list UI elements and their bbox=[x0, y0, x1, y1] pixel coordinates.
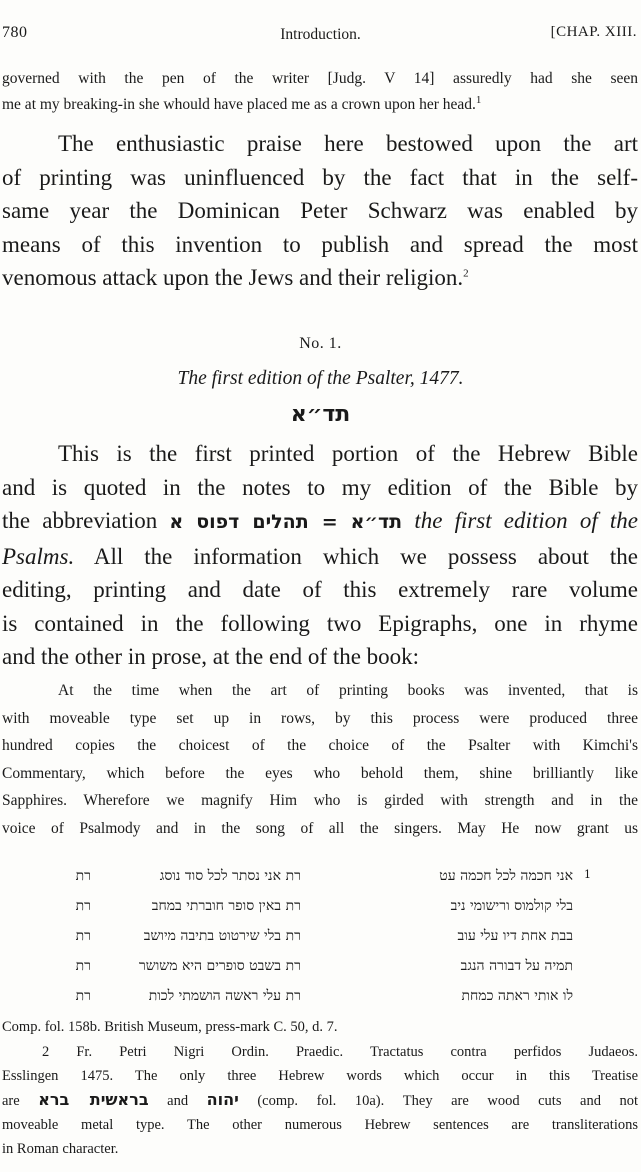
hebrew-word: בראשית ברא bbox=[38, 1090, 149, 1109]
poem-rhyme: רת bbox=[75, 898, 91, 914]
text-line: with moveable type set up in rows, by this process were produced three bbox=[2, 709, 638, 727]
poem-verse: בלי שירטוט בתיבה מיושב bbox=[143, 928, 281, 944]
hebrew-abbreviation: תד״א = תהלים דפוס א bbox=[169, 511, 403, 533]
poem-row bbox=[0, 928, 641, 958]
poem-verse: אני חכמה לכל חכמה עט bbox=[439, 868, 573, 884]
text-line: venomous attack upon the Jews and their religion.$^2$ bbox=[2, 265, 469, 290]
poem-rhyme: רת bbox=[75, 928, 91, 944]
text-line: hundred copies the choicest of the choice of the Psalter with Kimchi's bbox=[2, 737, 638, 754]
text-line: The enthusiastic praise here bestowed upon the art bbox=[58, 131, 638, 156]
poem-rhyme: רת bbox=[75, 988, 91, 1004]
poem-verse: באין סופר חוברתי במחב bbox=[151, 898, 281, 914]
poem-verse: אני נסתר לכל סוד נוסג bbox=[159, 868, 281, 884]
text-line: 2 Fr. Petri Nigri Ordin. Praedic. Tractatus contra perfidos Judaeos. bbox=[42, 1044, 638, 1060]
footnote-2 bbox=[2, 1040, 638, 1161]
text-line: editing, printing and date of this extremely rare volume bbox=[2, 577, 638, 602]
text-line: This is the first printed portion of the Hebrew Bible bbox=[58, 441, 638, 466]
body-paragraph bbox=[2, 127, 638, 295]
poem-rhyme: רת bbox=[285, 898, 301, 914]
footnote-ref: 2 bbox=[463, 267, 469, 280]
poem-rhyme: רת bbox=[285, 958, 301, 974]
footnote-1 bbox=[2, 1015, 638, 1039]
text-line: and the other in prose, at the end of the book: bbox=[2, 644, 420, 669]
poem-verse: בשבט סופרים היא משושר bbox=[138, 958, 281, 974]
poem-rhyme: רת bbox=[285, 928, 301, 944]
poem-row bbox=[0, 988, 641, 1018]
text-line: is contained in the following two Epigraphs, one in rhyme bbox=[2, 610, 638, 636]
epigraph-translation bbox=[2, 677, 638, 842]
poem-row bbox=[0, 868, 641, 898]
footnote-ref: 1 bbox=[475, 93, 482, 106]
text-line: and is quoted in the notes to my edition of the Bible by bbox=[2, 474, 638, 500]
text-line: same year the Dominican Peter Schwarz was enabled by bbox=[2, 198, 638, 223]
text-line: are בראשית ברא and יהוה (comp. fol. 10a). They are wood cuts and not bbox=[2, 1090, 639, 1109]
poem-verse: בבת אחת דיו עלי עוב bbox=[457, 928, 573, 944]
text-line: Comp. fol. 158b. British Museum, press-mark C. 50, d. 7. bbox=[2, 1019, 338, 1035]
poem-verse: לו אותי ראתה כמחת bbox=[461, 988, 573, 1004]
text-line: in Roman character. bbox=[2, 1141, 119, 1157]
text-line: of printing was uninfluenced by the fact that in the self- bbox=[2, 164, 638, 190]
poem-row bbox=[0, 898, 641, 928]
text-line: At the time when the art of printing books was invented, that is bbox=[58, 682, 638, 699]
poem-verse: בלי קולמוס ורישומי ניב bbox=[450, 898, 573, 914]
text-line: Esslingen 1475. The only three Hebrew words which occur in this Treatise bbox=[2, 1068, 638, 1084]
running-title: Introduction. bbox=[280, 26, 361, 43]
text-line: Commentary, which before the eyes who behold them, shine brilliantly like bbox=[2, 764, 638, 782]
poem-rhyme: רת bbox=[285, 868, 301, 884]
text-line: means of this invention to publish and spread the most bbox=[2, 231, 638, 257]
footnote-ref: 1 bbox=[584, 868, 591, 881]
section-title: The first edition of the Psalter, 1477. bbox=[177, 368, 464, 389]
poem-verse: עלי ראשה הושמתי לכות bbox=[148, 988, 281, 1004]
body-paragraph bbox=[2, 437, 638, 674]
section-number: No. 1. bbox=[299, 335, 342, 352]
text-line: the abbreviation תד״א = תהלים דפוס א the first edition of the bbox=[2, 508, 638, 533]
text-line: governed with the pen of the writer [Judg. V 14] assuredly had she seen bbox=[2, 70, 638, 87]
text-line: moveable metal type. The other numerous Hebrew sentences are transliterations bbox=[2, 1117, 638, 1133]
hebrew-section-title: תד״א bbox=[290, 402, 351, 427]
poem-rhyme: רת bbox=[285, 988, 301, 1004]
poem-rhyme: רת bbox=[75, 868, 91, 884]
page-number: 780 bbox=[2, 24, 28, 41]
running-head bbox=[0, 24, 641, 48]
poem-rhyme: רת bbox=[75, 958, 91, 974]
chapter-label: [CHAP. XIII. bbox=[550, 24, 637, 40]
text-line: Sapphires. Wherefore we magnify Him who is girded with strength and in the bbox=[2, 792, 638, 809]
hebrew-word: יהוה bbox=[206, 1090, 239, 1109]
continued-quotation bbox=[2, 66, 638, 118]
poem-verse: תמיה על דבורה הנגב bbox=[460, 958, 573, 974]
poem-row bbox=[0, 958, 641, 988]
text-line: me at my breaking-in she whould have placed me as a crown upon her head.$^1$ bbox=[2, 93, 482, 113]
text-line: voice of Psalmody and in the song of all the singers. May He now grant us bbox=[2, 819, 638, 837]
text-line: Psalms. All the information which we possess about the bbox=[2, 543, 638, 569]
